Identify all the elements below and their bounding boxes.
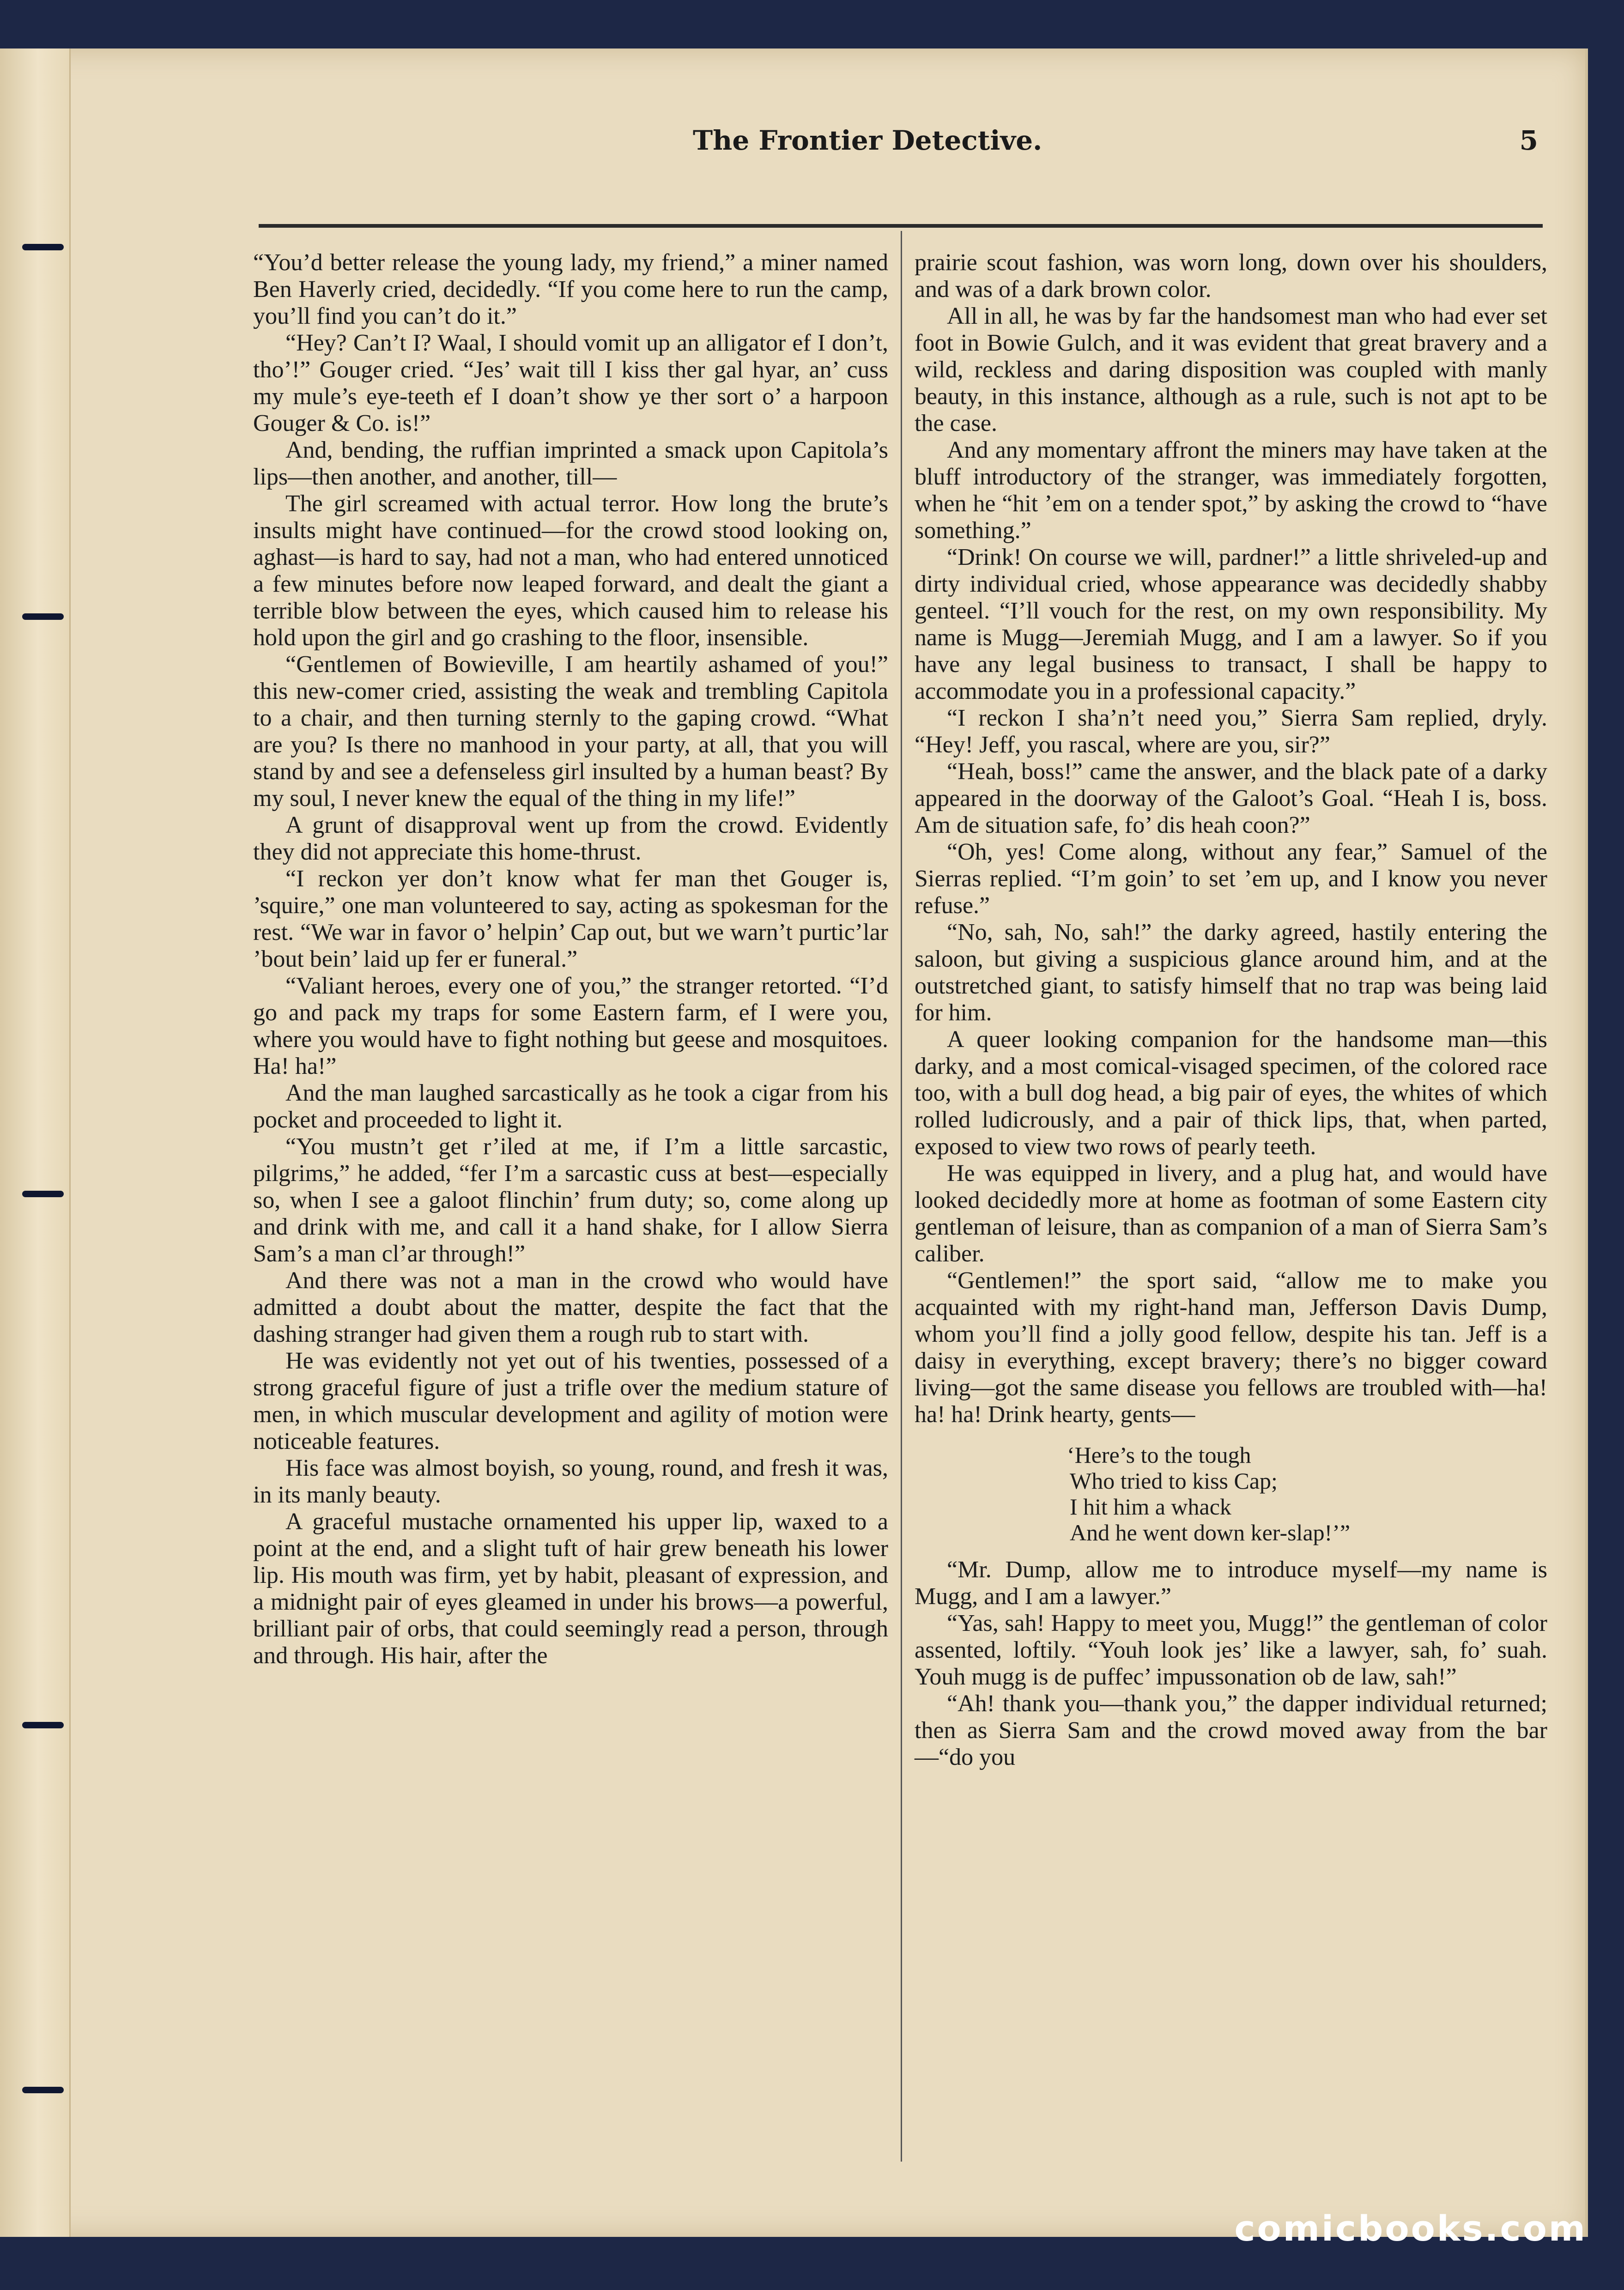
paragraph: His face was almost boyish, so young, round, and fresh it was, in its manly beauty. bbox=[253, 1455, 888, 1508]
paragraph: A grunt of disapproval went up from the crowd. Evidently they did not appreciate this home-thrust. bbox=[253, 812, 888, 865]
binding-stitch bbox=[21, 1185, 65, 1203]
paragraph: “Valiant heroes, every one of you,” the stranger retorted. “I’d go and pack my traps for some Eastern farm, ef I were you, where you would have to fight nothing but geese and mosquitoes. Ha! ha!” bbox=[253, 973, 888, 1079]
paragraph: “Mr. Dump, allow me to introduce myself—my name is Mugg, and I am a lawyer.” bbox=[915, 1557, 1547, 1610]
verse-line: And he went down ker-slap!’” bbox=[1070, 1520, 1351, 1545]
paragraph: And there was not a man in the crowd who would have admitted a doubt about the matter, despite the fact that the dashing stranger had given them a rough rub to start with. bbox=[253, 1267, 888, 1347]
paragraph: “Heah, boss!” came the answer, and the black pate of a darky appeared in the doorway of the Galoot’s Goal. “Heah I is, boss. Am de situation safe, fo’ dis heah coon?” bbox=[915, 758, 1547, 838]
paragraph: “I reckon I sha’n’t need you,” Sierra Sam replied, dryly. “Hey! Jeff, you rascal, where are you, sir?” bbox=[915, 705, 1547, 758]
paragraph: A queer looking companion for the handsome man—this darky, and a most comical-visaged specimen, of the colored race too, with a bull dog head, a big pair of eyes, the whites of which rolled ludicrously, and a pair of thick lips, that, when parted, exposed to view two rows of pearly teeth. bbox=[915, 1026, 1547, 1160]
paragraph: “Drink! On course we will, pardner!” a little shriveled-up and dirty individual cried, whose appearance was decidedly shabby genteel. “I’ll vouch for the rest, on my own responsibility. My name is Mugg—Jeremiah Mugg, and I am a lawyer. So if you have any legal business to transact, I shall be happy to accommodate you in a professional capacity.” bbox=[915, 544, 1547, 704]
paragraph: He was equipped in livery, and a plug hat, and would have looked decidedly more at home as footman of some Eastern city gentleman of leisure, than as companion of a man of Sierra Sam’s caliber. bbox=[915, 1160, 1547, 1267]
paragraph: “Gentlemen of Bowieville, I am heartily ashamed of you!” this new-comer cried, assisting the weak and trembling Capitola to a chair, and then turning sternly to the gaping crowd. “What are you? Is there no manhood in your party, at all, that you will stand by and see a defenseless girl insulted by a human beast? By my soul, I never knew the equal of the thing in my life!” bbox=[253, 651, 888, 812]
verse-line: I hit him a whack bbox=[1070, 1494, 1231, 1520]
paragraph: “I reckon yer don’t know what fer man thet Gouger is, ’squire,” one man volunteered to say, acting as spokesman for the rest. “We war in favor o’ helpin’ Cap out, but we warn’t purtic’lar ’bout bein’ laid up fer er funeral.” bbox=[253, 866, 888, 972]
binding-stitch bbox=[21, 1716, 65, 1734]
right-column-bottom bbox=[915, 1557, 1547, 1771]
watermark: comicbooks.com bbox=[1234, 2208, 1587, 2249]
running-title: The Frontier Detective. bbox=[693, 125, 1042, 156]
paragraph: “Hey? Can’t I? Waal, I should vomit up an alligator ef I don’t, tho’!” Gouger cried. “Jes’ wait till I kiss ther gal hyar, an’ cuss my mule’s eye-teeth ef I doan’t show ye ther sort o’ a harpoon Gouger & Co. is!” bbox=[253, 330, 888, 436]
paragraph: “No, sah, No, sah!” the darky agreed, hastily entering the saloon, but giving a suspicious glance around him, and at the outstretched giant, to satisfy himself that no trap was being laid for him. bbox=[915, 919, 1547, 1026]
binding-stitch bbox=[21, 607, 65, 626]
paragraph: And, bending, the ruffian imprinted a smack upon Capitola’s lips—then another, and another, till— bbox=[253, 437, 888, 490]
column-divider bbox=[901, 231, 902, 2162]
binding-stitch bbox=[21, 238, 65, 256]
paragraph: “You’d better release the young lady, my friend,” a miner named Ben Haverly cried, decidedly. “If you come here to run the camp, you’ll find you can’t do it.” bbox=[253, 249, 888, 329]
paragraph: He was evidently not yet out of his twenties, possessed of a strong graceful figure of just a trifle over the medium stature of men, in which muscular development and agility of motion were noticeable features. bbox=[253, 1348, 888, 1454]
verse-line: Who tried to kiss Cap; bbox=[1070, 1468, 1278, 1494]
right-column-top bbox=[915, 249, 1547, 1428]
page-binding bbox=[0, 48, 71, 2237]
paragraph: “You mustn’t get r’iled at me, if I’m a little sarcastic, pilgrims,” he added, “fer I’m a sarcastic cuss at best—especially so, when I see a galoot flinchin’ frum duty; so, come along up and drink with me, and call it a hand shake, for I allow Sierra Sam’s a man cl’ar through!” bbox=[253, 1133, 888, 1267]
paragraph: “Yas, sah! Happy to meet you, Mugg!” the gentleman of color assented, loftily. “Youh look jes’ like a lawyer, sah, fo’ suah. Youh mugg is de puffec’ impussonation ob de law, sah!” bbox=[915, 1610, 1547, 1690]
paragraph: And the man laughed sarcastically as he took a cigar from his pocket and proceeded to light it. bbox=[253, 1080, 888, 1133]
paragraph: And any momentary affront the miners may have taken at the bluff introductory of the stranger, was immediately forgotten, when he “hit ’em on a tender spot,” by asking the crowd to “have something.” bbox=[915, 437, 1547, 544]
paragraph: prairie scout fashion, was worn long, down over his shoulders, and was of a dark brown color. bbox=[915, 249, 1547, 303]
verse bbox=[1067, 1442, 1547, 1545]
paragraph: “Ah! thank you—thank you,” the dapper individual returned; then as Sierra Sam and the crowd moved away from the bar—“do you bbox=[915, 1690, 1547, 1770]
verse-line: ‘Here’s to the tough bbox=[1067, 1442, 1251, 1468]
paragraph: “Oh, yes! Come along, without any fear,” Samuel of the Sierras replied. “I’m goin’ to set ’em up, and I know you never refuse.” bbox=[915, 839, 1547, 919]
paragraph: A graceful mustache ornamented his upper lip, waxed to a point at the end, and a slight tuft of hair grew beneath his lower lip. His mouth was firm, yet by habit, pleasant of expression, and a midnight pair of eyes gleamed in under his brows—a powerful, brilliant pair of orbs, that could seemingly read a person, through and through. His hair, after the bbox=[253, 1508, 888, 1669]
page-number: 5 bbox=[1519, 125, 1538, 156]
binding-stitch bbox=[21, 2081, 65, 2099]
header-rule bbox=[259, 224, 1543, 228]
paragraph: The girl screamed with actual terror. How long the brute’s insults might have continued—for the crowd stood looking on, aghast—is hard to say, had not a man, who had entered unnoticed a few minutes before now leaped forward, and dealt the giant a terrible blow between the eyes, which caused him to release his hold upon the girl and go crashing to the floor, insensible. bbox=[253, 491, 888, 651]
right-column bbox=[915, 249, 1547, 1771]
paragraph: All in all, he was by far the handsomest man who had ever set foot in Bowie Gulch, and it was evident that great bravery and a wild, reckless and daring disposition was coupled with manly beauty, in this instance, although as a rule, such is not apt to be the case. bbox=[915, 303, 1547, 436]
paragraph: “Gentlemen!” the sport said, “allow me to make you acquainted with my right-hand man, Jefferson Davis Dump, whom you’ll find a jolly good fellow, despite his tan. Jeff is a daisy in everything, except bravery; there’s no bigger coward living—got the same disease you fellows are troubled with—ha! ha! ha! Drink hearty, gents— bbox=[915, 1267, 1547, 1428]
left-column bbox=[253, 249, 888, 1669]
